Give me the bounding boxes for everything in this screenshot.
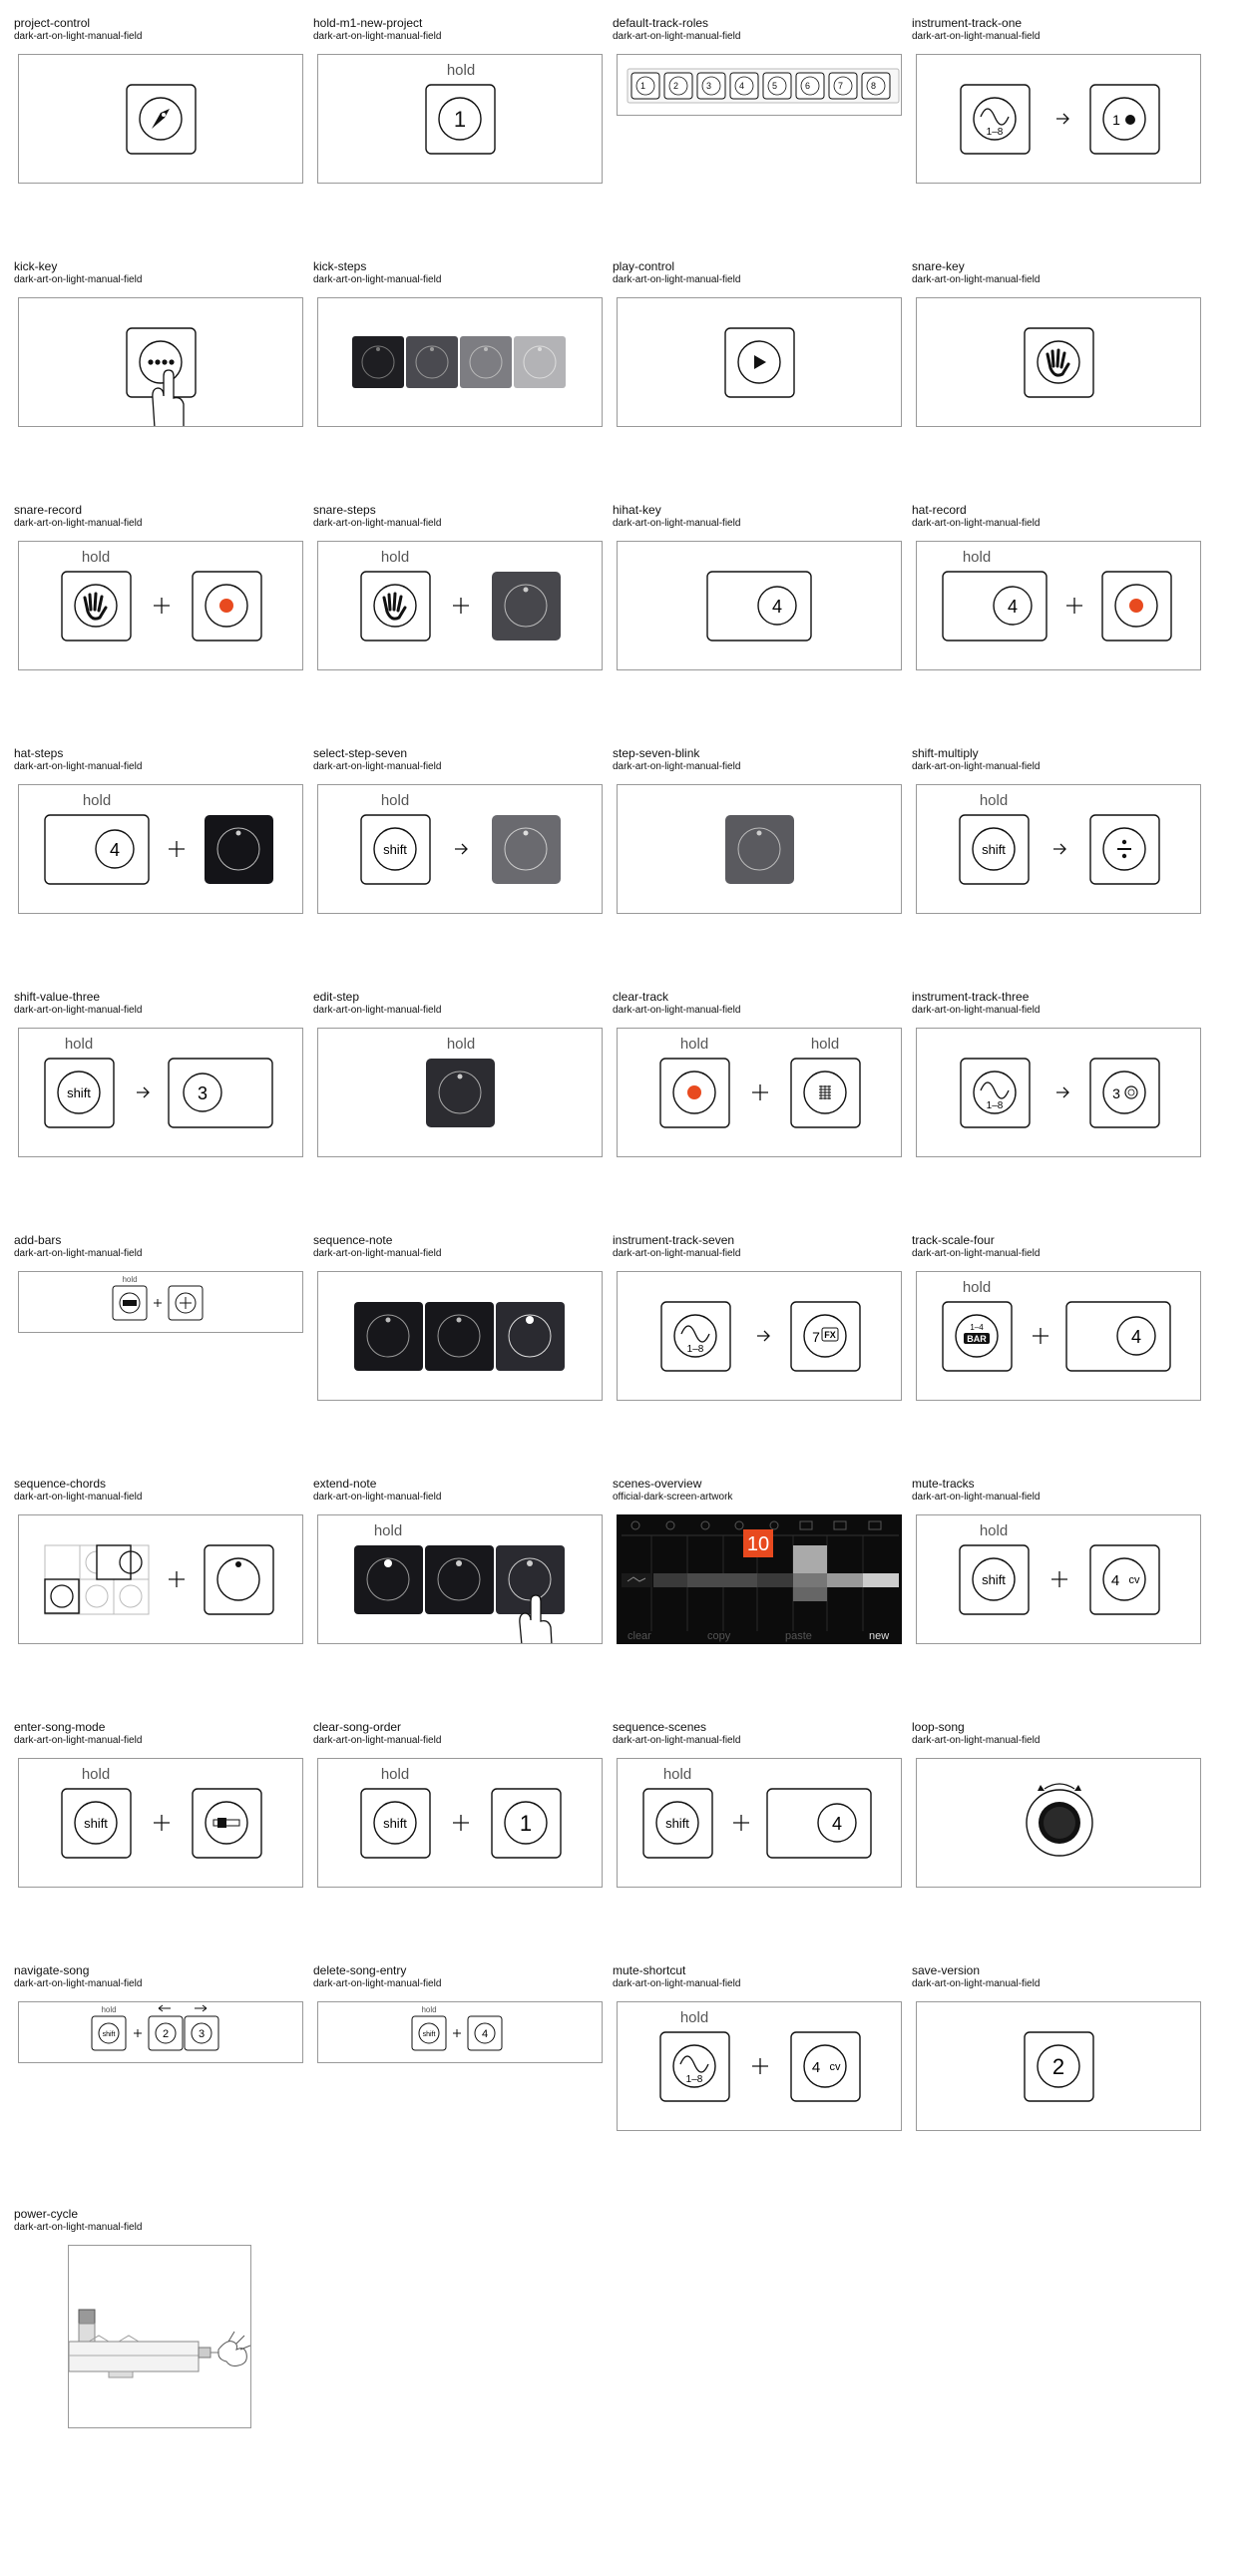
artwork-panel bbox=[916, 1514, 1201, 1644]
snare-hand-icon bbox=[917, 298, 1201, 427]
card-title: track-scale-four bbox=[912, 1233, 995, 1247]
card-title: hold-m1-new-project bbox=[313, 16, 423, 30]
range-label: 1–8 bbox=[986, 1100, 1004, 1111]
key-2-label: 2 bbox=[162, 2028, 170, 2040]
scene-number: 10 bbox=[746, 1533, 770, 1555]
card-title: clear-track bbox=[613, 990, 669, 1004]
key-label: 4 bbox=[1130, 1327, 1142, 1347]
snare-record-icon bbox=[19, 542, 303, 670]
scenes-screen-icon bbox=[618, 1515, 902, 1644]
artwork-panel bbox=[617, 541, 902, 670]
card-title: sequence-note bbox=[313, 1233, 393, 1247]
card-subtitle: dark-art-on-light-manual-field bbox=[912, 1005, 1041, 1016]
hat-steps-icon bbox=[19, 785, 303, 914]
artwork-panel bbox=[916, 297, 1201, 427]
artwork-panel bbox=[18, 541, 303, 670]
range-label: 1–4 bbox=[970, 1323, 984, 1332]
card-title: clear-song-order bbox=[313, 1720, 402, 1734]
shift-label: shift bbox=[84, 1816, 108, 1831]
artwork-panel bbox=[18, 1514, 303, 1644]
instrument-to-track-three-icon bbox=[917, 1029, 1201, 1157]
hold-label: hold bbox=[380, 792, 410, 809]
shift-label: shift bbox=[982, 842, 1006, 857]
card-subtitle: dark-art-on-light-manual-field bbox=[912, 761, 1041, 772]
hold-label: hold bbox=[662, 1766, 692, 1783]
artwork-panel bbox=[18, 1758, 303, 1888]
card-subtitle: dark-art-on-light-manual-field bbox=[912, 1735, 1041, 1746]
card-title: snare-key bbox=[912, 259, 965, 273]
card-subtitle: dark-art-on-light-manual-field bbox=[613, 518, 741, 529]
snare-steps-icon bbox=[318, 542, 603, 670]
shift-label: shift bbox=[102, 2031, 116, 2038]
card-title: kick-steps bbox=[313, 259, 367, 273]
mute-tracks-icon bbox=[917, 1515, 1201, 1644]
card-subtitle: dark-art-on-light-manual-field bbox=[14, 31, 143, 42]
artwork-panel bbox=[617, 1028, 902, 1157]
shift-label: shift bbox=[67, 1085, 91, 1100]
artwork-panel bbox=[617, 1758, 902, 1888]
kick-steps-icon bbox=[318, 298, 603, 427]
card-title: snare-record bbox=[14, 503, 83, 517]
new-label: new bbox=[869, 1630, 890, 1642]
card-title: sequence-scenes bbox=[613, 1720, 707, 1734]
card-subtitle: dark-art-on-light-manual-field bbox=[14, 1978, 143, 1989]
sequence-chords-icon bbox=[19, 1515, 303, 1644]
key-3-label: 3 bbox=[198, 2028, 206, 2040]
hold-label: hold bbox=[101, 2005, 117, 2014]
card-title: scenes-overview bbox=[613, 1477, 702, 1491]
key-label: 1 bbox=[519, 1811, 533, 1836]
clear-track-icon bbox=[618, 1029, 902, 1157]
fx-label: FX bbox=[824, 1330, 836, 1340]
card-subtitle: dark-art-on-light-manual-field bbox=[313, 1978, 442, 1989]
card-title: power-cycle bbox=[14, 2207, 79, 2221]
artwork-panel bbox=[916, 54, 1201, 184]
shift-divide-icon bbox=[917, 785, 1201, 914]
card-subtitle: dark-art-on-light-manual-field bbox=[613, 761, 741, 772]
cv-label: cv bbox=[1128, 1574, 1140, 1586]
card-title: hat-steps bbox=[14, 746, 64, 760]
hold-label: hold bbox=[81, 1766, 111, 1783]
card-subtitle: dark-art-on-light-manual-field bbox=[313, 1005, 442, 1016]
key-label: 4 bbox=[481, 2028, 489, 2040]
hold-label: hold bbox=[962, 1279, 992, 1296]
hold-label: hold bbox=[446, 62, 476, 79]
shift-label: shift bbox=[383, 842, 407, 857]
range-label: 1–8 bbox=[686, 1344, 704, 1355]
shift-label: shift bbox=[422, 2031, 436, 2038]
extend-note-icon bbox=[318, 1515, 603, 1644]
hold-label: hold bbox=[380, 549, 410, 566]
power-cycle-icon bbox=[69, 2246, 251, 2428]
artwork-panel bbox=[617, 297, 902, 427]
key-label: 4 bbox=[1110, 1572, 1120, 1589]
card-title: instrument-track-seven bbox=[613, 1233, 735, 1247]
hold-label-2: hold bbox=[810, 1036, 840, 1053]
screen-panel bbox=[617, 1514, 902, 1644]
hold-one-button-icon bbox=[318, 55, 603, 184]
hold-label: hold bbox=[82, 792, 112, 809]
song-mode-icon bbox=[19, 1759, 303, 1888]
card-subtitle: dark-art-on-light-manual-field bbox=[14, 2222, 143, 2233]
hold-label: hold bbox=[979, 792, 1009, 809]
shift-label: shift bbox=[383, 1816, 407, 1831]
card-title: delete-song-entry bbox=[313, 1963, 407, 1977]
card-title: snare-steps bbox=[313, 503, 376, 517]
card-title: shift-multiply bbox=[912, 746, 979, 760]
artwork-panel bbox=[317, 784, 603, 914]
key-5-label: 5 bbox=[772, 81, 778, 91]
key-label: 4 bbox=[771, 597, 783, 617]
card-title: instrument-track-three bbox=[912, 990, 1030, 1004]
card-subtitle: dark-art-on-light-manual-field bbox=[313, 1248, 442, 1259]
card-subtitle: dark-art-on-light-manual-field bbox=[912, 274, 1041, 285]
key-label: 4 bbox=[1007, 597, 1019, 617]
artwork-panel bbox=[916, 2001, 1201, 2131]
artwork-panel bbox=[916, 1271, 1201, 1401]
card-subtitle: dark-art-on-light-manual-field bbox=[313, 1735, 442, 1746]
key-label: 7 bbox=[812, 1329, 820, 1345]
card-title: select-step-seven bbox=[313, 746, 408, 760]
card-subtitle: dark-art-on-light-manual-field bbox=[14, 761, 143, 772]
card-subtitle: dark-art-on-light-manual-field bbox=[912, 31, 1041, 42]
artwork-panel bbox=[617, 784, 902, 914]
artwork-panel bbox=[317, 1271, 603, 1401]
card-subtitle: dark-art-on-light-manual-field bbox=[313, 761, 442, 772]
key-4-label: 4 bbox=[739, 81, 745, 91]
hold-label: hold bbox=[446, 1036, 476, 1053]
bar-scale-icon bbox=[917, 1272, 1201, 1401]
select-step-icon bbox=[318, 785, 603, 914]
hold-label: hold bbox=[373, 1522, 403, 1539]
sequence-scenes-icon bbox=[618, 1759, 902, 1888]
card-subtitle: dark-art-on-light-manual-field bbox=[912, 1978, 1041, 1989]
artwork-panel bbox=[317, 54, 603, 184]
hold-label: hold bbox=[421, 2005, 437, 2014]
card-subtitle: dark-art-on-light-manual-field bbox=[14, 1492, 143, 1503]
card-subtitle: dark-art-on-light-manual-field bbox=[14, 1005, 143, 1016]
navigate-song-icon bbox=[19, 2002, 303, 2063]
card-subtitle: dark-art-on-light-manual-field bbox=[613, 1005, 741, 1016]
artwork-panel bbox=[617, 54, 902, 116]
kick-key-press-icon bbox=[19, 298, 303, 427]
key-7-label: 7 bbox=[838, 81, 844, 91]
instrument-to-track-one-icon bbox=[917, 55, 1201, 184]
card-title: mute-shortcut bbox=[613, 1963, 686, 1977]
card-title: kick-key bbox=[14, 259, 58, 273]
hold-label: hold bbox=[979, 1522, 1009, 1539]
mute-shortcut-icon bbox=[618, 2002, 902, 2131]
shift-three-icon bbox=[19, 1029, 303, 1157]
card-title: navigate-song bbox=[14, 1963, 90, 1977]
card-subtitle: dark-art-on-light-manual-field bbox=[14, 1735, 143, 1746]
key-label: 1 bbox=[1112, 112, 1120, 128]
card-subtitle: official-dark-screen-artwork bbox=[613, 1492, 733, 1503]
paste-label: paste bbox=[785, 1630, 812, 1642]
card-subtitle: dark-art-on-light-manual-field bbox=[313, 518, 442, 529]
artwork-panel bbox=[18, 54, 303, 184]
artwork-panel bbox=[916, 784, 1201, 914]
key-label: 4 bbox=[811, 2059, 821, 2076]
shift-label: shift bbox=[982, 1572, 1006, 1587]
card-subtitle: dark-art-on-light-manual-field bbox=[613, 31, 741, 42]
loop-knob-icon bbox=[917, 1759, 1201, 1888]
hold-label: hold bbox=[64, 1036, 94, 1053]
key-6-label: 6 bbox=[805, 81, 811, 91]
artwork-panel bbox=[916, 1028, 1201, 1157]
card-title: edit-step bbox=[313, 990, 360, 1004]
artwork-panel bbox=[317, 297, 603, 427]
save-two-icon bbox=[917, 2002, 1201, 2131]
artwork-panel bbox=[317, 2001, 603, 2063]
instrument-to-fx-icon bbox=[618, 1272, 902, 1401]
card-subtitle: dark-art-on-light-manual-field bbox=[14, 1248, 143, 1259]
hold-label: hold bbox=[962, 549, 992, 566]
hold-label: hold bbox=[380, 1766, 410, 1783]
card-subtitle: dark-art-on-light-manual-field bbox=[613, 1735, 741, 1746]
card-subtitle: dark-art-on-light-manual-field bbox=[613, 1248, 741, 1259]
range-label: 1–8 bbox=[685, 2074, 703, 2085]
card-title: mute-tracks bbox=[912, 1477, 975, 1491]
copy-label: copy bbox=[707, 1630, 731, 1642]
range-label: 1–8 bbox=[986, 127, 1004, 138]
artwork-panel bbox=[18, 2001, 303, 2063]
artwork-panel bbox=[68, 2245, 251, 2428]
key-8-label: 8 bbox=[871, 81, 877, 91]
card-title: extend-note bbox=[313, 1477, 377, 1491]
card-title: hihat-key bbox=[613, 503, 661, 517]
sequence-note-icon bbox=[318, 1272, 603, 1401]
hat-record-icon bbox=[917, 542, 1201, 670]
card-title: save-version bbox=[912, 1963, 981, 1977]
card-title: project-control bbox=[14, 16, 91, 30]
compass-button-icon bbox=[19, 55, 303, 184]
hold-label: hold bbox=[679, 2009, 709, 2026]
card-subtitle: dark-art-on-light-manual-field bbox=[912, 518, 1041, 529]
artwork-panel bbox=[317, 1028, 603, 1157]
card-subtitle: dark-art-on-light-manual-field bbox=[14, 518, 143, 529]
key-label: 4 bbox=[831, 1814, 843, 1834]
key-2-label: 2 bbox=[673, 81, 679, 91]
artwork-panel bbox=[18, 784, 303, 914]
key-3-label: 3 bbox=[706, 81, 712, 91]
card-subtitle: dark-art-on-light-manual-field bbox=[613, 274, 741, 285]
card-title: hat-record bbox=[912, 503, 967, 517]
delete-song-icon bbox=[318, 2002, 603, 2063]
card-subtitle: dark-art-on-light-manual-field bbox=[313, 274, 442, 285]
clear-label: clear bbox=[628, 1630, 651, 1642]
card-title: enter-song-mode bbox=[14, 1720, 106, 1734]
card-subtitle: dark-art-on-light-manual-field bbox=[313, 1492, 442, 1503]
artwork-panel bbox=[317, 1514, 603, 1644]
card-title: add-bars bbox=[14, 1233, 62, 1247]
card-subtitle: dark-art-on-light-manual-field bbox=[613, 1978, 741, 1989]
card-subtitle: dark-art-on-light-manual-field bbox=[912, 1492, 1041, 1503]
bar-label: BAR bbox=[967, 1334, 987, 1344]
card-title: shift-value-three bbox=[14, 990, 101, 1004]
card-title: step-seven-blink bbox=[613, 746, 700, 760]
card-subtitle: dark-art-on-light-manual-field bbox=[912, 1248, 1041, 1259]
card-subtitle: dark-art-on-light-manual-field bbox=[313, 31, 442, 42]
artwork-panel bbox=[916, 1758, 1201, 1888]
artwork-panel bbox=[916, 541, 1201, 670]
key-label: 3 bbox=[197, 1083, 209, 1103]
card-title: default-track-roles bbox=[613, 16, 709, 30]
hold-label-1: hold bbox=[679, 1036, 709, 1053]
card-title: sequence-chords bbox=[14, 1477, 107, 1491]
artwork-panel bbox=[317, 541, 603, 670]
artwork-panel bbox=[18, 1028, 303, 1157]
artwork-panel bbox=[617, 2001, 902, 2131]
key-label: 4 bbox=[109, 840, 121, 860]
artwork-panel bbox=[617, 1271, 902, 1401]
clear-song-icon bbox=[318, 1759, 603, 1888]
hold-label: hold bbox=[122, 1275, 138, 1284]
cv-label: cv bbox=[829, 2061, 841, 2073]
artwork-panel bbox=[317, 1758, 603, 1888]
hold-label: hold bbox=[81, 549, 111, 566]
artwork-panel bbox=[18, 297, 303, 427]
add-bars-icon bbox=[19, 1272, 303, 1333]
card-title: loop-song bbox=[912, 1720, 965, 1734]
edit-step-icon bbox=[318, 1029, 603, 1157]
key-label: 1 bbox=[453, 107, 467, 132]
play-button-icon bbox=[618, 298, 902, 427]
card-title: play-control bbox=[613, 259, 675, 273]
key-label: 2 bbox=[1051, 2054, 1065, 2079]
hihat-key-icon bbox=[618, 542, 902, 670]
card-subtitle: dark-art-on-light-manual-field bbox=[14, 274, 143, 285]
artwork-panel bbox=[18, 1271, 303, 1333]
card-title: instrument-track-one bbox=[912, 16, 1023, 30]
key-label: 3 bbox=[1112, 1085, 1120, 1101]
key-1-label: 1 bbox=[640, 81, 646, 91]
step-blink-icon bbox=[618, 785, 902, 914]
track-role-strip-icon bbox=[618, 55, 902, 116]
shift-label: shift bbox=[665, 1816, 689, 1831]
